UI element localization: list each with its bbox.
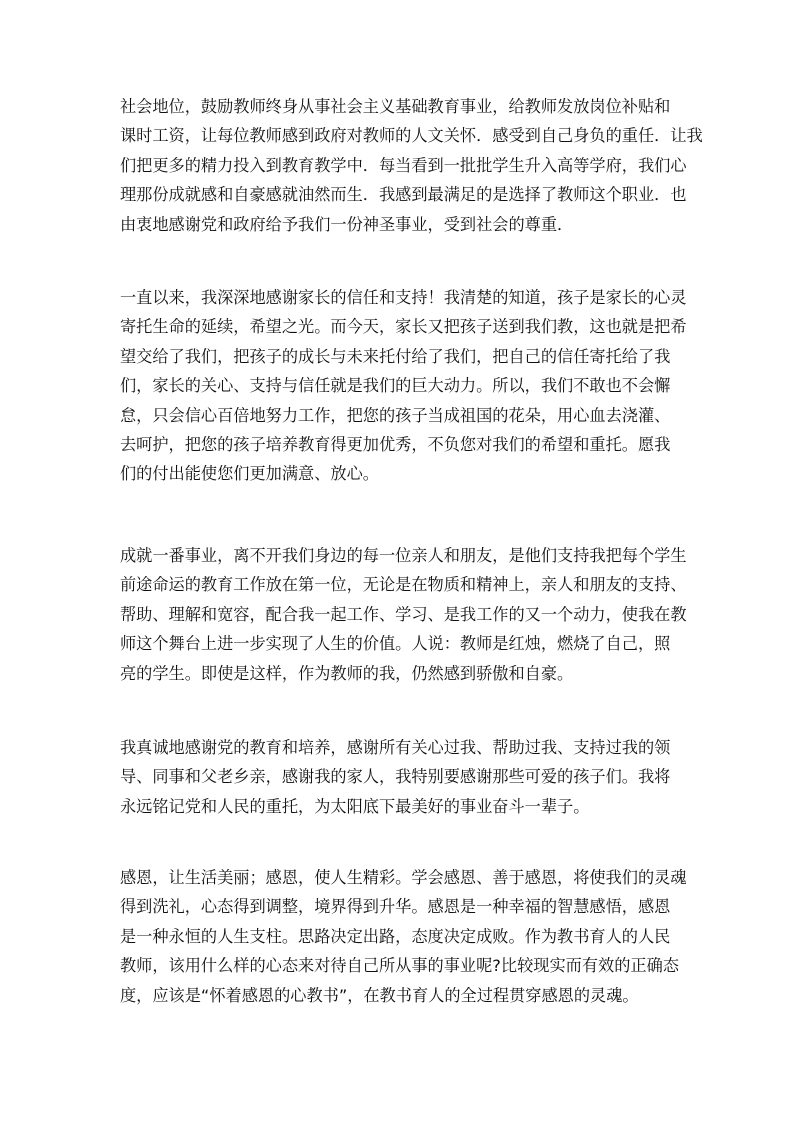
text-line: 感恩，让生活美丽；感恩，使人生精彩。学会感恩、善于感恩，将使我们的灵魂 bbox=[120, 868, 687, 887]
text-line: 去呵护，把您的孩子培养教育得更加优秀，不负您对我们的希望和重托。愿我 bbox=[120, 434, 671, 454]
text-line: 社会地位，鼓励教师终身从事社会主义基础教育事业，给教师发放岗位补贴和 bbox=[120, 97, 671, 116]
text-line: 得到洗礼，心态得到调整，境界得到升华。感恩是一种幸福的智慧感悟，感恩 bbox=[120, 897, 671, 917]
text-line: 我真诚地感谢党的教育和培养，感谢所有关心过我、帮助过我、支持过我的领 bbox=[120, 738, 671, 757]
text-line: 教师，该用什么样的心态来对待自己所从事的事业呢?比较现实而有效的正确态 bbox=[120, 956, 679, 976]
paragraph-sincere-thanks bbox=[120, 733, 676, 821]
text-line: 课时工资，让每位教师感到政府对教师的人文关怀．感受到自己身负的重任．让我 bbox=[120, 126, 703, 146]
paragraph-gratitude bbox=[120, 863, 687, 1010]
text-line: 帮助、理解和宽容，配合我一起工作、学习、是我工作的又一个动力，使我在教 bbox=[120, 604, 687, 624]
text-line: 一直以来，我深深地感谢家长的信任和支持！我清楚的知道，孩子是家长的心灵 bbox=[120, 288, 687, 307]
text-line: 们的付出能使您们更加满意、放心。 bbox=[120, 464, 379, 484]
text-line: 望交给了我们，把孩子的成长与未来托付给了我们，把自己的信任寄托给了我 bbox=[120, 346, 671, 366]
text-line: 寄托生命的延续，希望之光。而今天，家长又把孩子送到我们教，这也就是把希 bbox=[120, 317, 687, 337]
paragraph-family-friends bbox=[120, 541, 687, 688]
text-line: 成就一番事业，离不开我们身边的每一位亲人和朋友，是他们支持我把每个学生 bbox=[120, 546, 687, 565]
text-line: 亮的学生。即使是这样，作为教师的我，仍然感到骄傲和自豪。 bbox=[120, 663, 574, 683]
paragraph-thanks-parents bbox=[120, 283, 687, 489]
paragraph-social-status bbox=[120, 92, 703, 239]
text-line: 由衷地感谢党和政府给予我们一份神圣事业，受到社会的尊重． bbox=[120, 214, 574, 234]
text-line: 们，家长的关心、支持与信任就是我们的巨大动力。所以，我们不敢也不会懈 bbox=[120, 376, 671, 396]
text-line: 前途命运的教育工作放在第一位，无论是在物质和精神上，亲人和朋友的支持、 bbox=[120, 575, 687, 595]
text-line: 理那份成就感和自豪感就油然而生．我感到最满足的是选择了教师这个职业．也 bbox=[120, 185, 687, 205]
text-line: 师这个舞台上进一步实现了人生的价值。人说：教师是红烛，燃烧了自己，照 bbox=[120, 634, 671, 654]
text-line: 是一种永恒的人生支柱。思路决定出路，态度决定成败。作为教书育人的人民 bbox=[120, 926, 671, 946]
text-line: 们把更多的精力投入到教育教学中．每当看到一批批学生升入高等学府，我们心 bbox=[120, 155, 687, 175]
text-line: 永远铭记党和人民的重托，为太阳底下最美好的事业奋斗一辈子。 bbox=[120, 796, 590, 816]
text-line: 导、同事和父老乡亲，感谢我的家人，我特别要感谢那些可爱的孩子们。我将 bbox=[120, 767, 671, 787]
text-line: 度，应该是“怀着感恩的心教书”，在教书育人的全过程贯穿感恩的灵魂。 bbox=[120, 985, 639, 1005]
text-line: 怠，只会信心百倍地努力工作，把您的孩子当成祖国的花朵，用心血去浇灌、 bbox=[120, 405, 671, 425]
